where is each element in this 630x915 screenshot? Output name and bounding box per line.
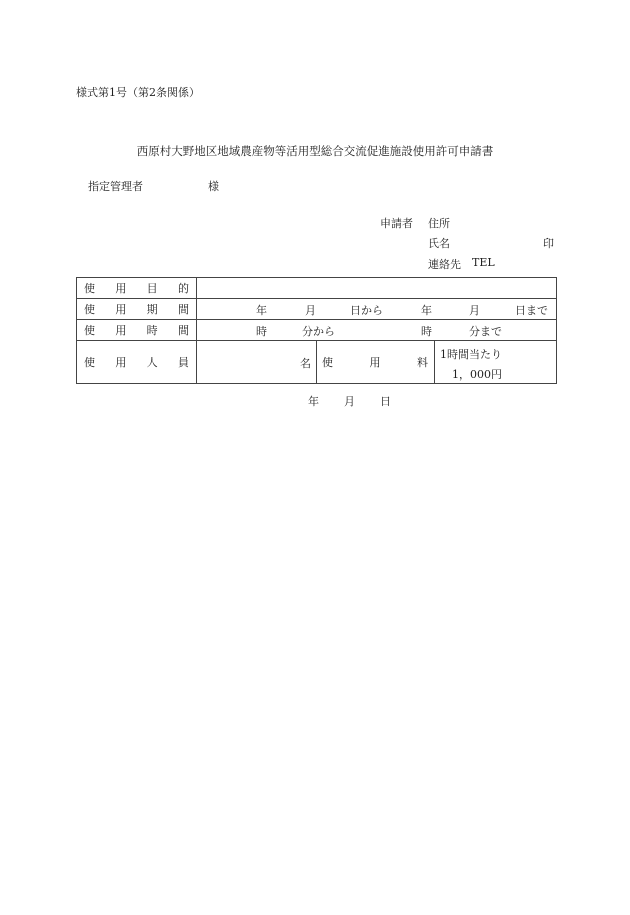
- time-row: [77, 320, 557, 341]
- period-end-day-unit: 日まで: [515, 304, 548, 317]
- fee-label-char: 料: [417, 356, 428, 369]
- period-label-char: 使: [84, 303, 95, 316]
- addressee-label: 指定管理者: [88, 180, 143, 193]
- people-label-char: 使: [84, 356, 95, 369]
- fee-value-cell: [435, 341, 557, 384]
- time-value-cell[interactable]: [197, 320, 557, 341]
- people-value-cell[interactable]: [197, 341, 317, 384]
- purpose-label-char: 目: [146, 282, 158, 295]
- period-value-cell[interactable]: [197, 299, 557, 320]
- fee-label-char: 使: [322, 356, 333, 369]
- period-end-year-unit: 年: [421, 304, 432, 317]
- seal-label: 印: [543, 237, 554, 250]
- people-label-char: 用: [115, 356, 127, 369]
- period-label-char: 間: [177, 303, 189, 316]
- addressee-suffix: 様: [208, 180, 219, 193]
- purpose-label-char: 使: [84, 282, 95, 295]
- date-year-unit: 年: [308, 395, 319, 408]
- time-end-minute-unit: 分まで: [469, 325, 502, 338]
- contact-label: 連絡先: [428, 258, 461, 271]
- purpose-row: [77, 278, 557, 299]
- purpose-value-cell[interactable]: [197, 278, 557, 299]
- time-start-minute-unit: 分から: [302, 325, 335, 338]
- fee-label-char: 用: [369, 356, 381, 369]
- people-count-suffix: 名: [300, 357, 311, 370]
- time-label-char: 間: [177, 324, 189, 337]
- people-label-char: 員: [177, 356, 189, 369]
- period-label-cell: [77, 299, 197, 320]
- date-month-unit: 月: [344, 395, 355, 408]
- form-number: 様式第1号（第2条関係）: [76, 86, 200, 99]
- date-day-unit: 日: [380, 395, 391, 408]
- purpose-label-cell: [77, 278, 197, 299]
- period-label-char: 用: [115, 303, 127, 316]
- period-row: [77, 299, 557, 320]
- usage-table: [76, 277, 557, 384]
- document-title: 西原村大野地区地域農産物等活用型総合交流促進施設使用許可申請書: [136, 144, 494, 158]
- fee-rate-label: 1時間当たり: [440, 348, 502, 361]
- fee-label-cell: [317, 341, 435, 384]
- time-label-char: 時: [146, 324, 158, 337]
- name-label: 氏名: [428, 237, 450, 250]
- applicant-label: 申請者: [380, 217, 413, 230]
- period-label-char: 期: [146, 303, 158, 316]
- time-label-char: 使: [84, 324, 95, 337]
- time-label-char: 用: [115, 324, 127, 337]
- period-start-day-unit: 日から: [350, 304, 383, 317]
- time-start-hour-unit: 時: [256, 325, 267, 338]
- period-start-month-unit: 月: [305, 304, 316, 317]
- time-end-hour-unit: 時: [421, 325, 432, 338]
- time-label-cell: [77, 320, 197, 341]
- people-label-cell: [77, 341, 197, 384]
- people-label-char: 人: [146, 356, 158, 369]
- fee-amount: 1，000円: [452, 368, 502, 381]
- tel-label: TEL: [472, 256, 495, 269]
- period-end-month-unit: 月: [469, 304, 480, 317]
- purpose-label-char: 用: [115, 282, 127, 295]
- period-start-year-unit: 年: [256, 304, 267, 317]
- people-fee-row: [77, 341, 557, 384]
- address-label: 住所: [428, 217, 450, 230]
- purpose-label-char: 的: [177, 282, 189, 295]
